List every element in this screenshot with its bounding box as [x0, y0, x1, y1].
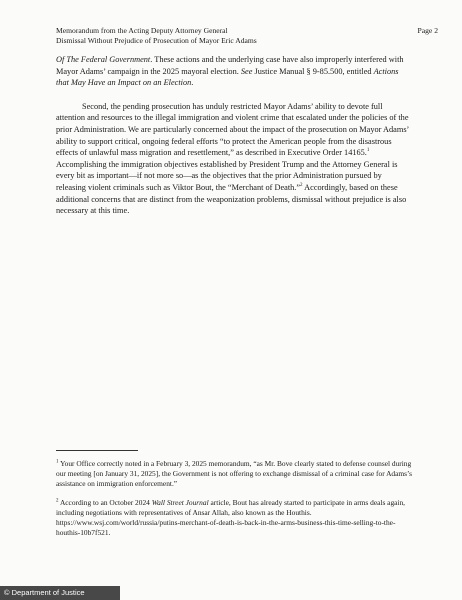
footnote-ref-1: 1 [366, 148, 370, 154]
para2-text-1: Second, the pending prosecution has unduly restricted Mayor Adams’ ability to devote full attention and resources to the illegal immigration and violent crime that escalated under the policies of the prior Administration. We are particularly concerned about the impact of the prosecution on Mayor Adams’ ability to support critical, ongoing federal efforts “to protect the American people from the disastrous effects of unlawful mass migration and resettlement,” as described in Executive Order 14165. [56, 101, 409, 158]
paragraph-2 [56, 101, 412, 217]
image-credit: © Department of Justice [0, 586, 120, 600]
footnote-ref-2: 2 [300, 183, 303, 189]
footnote-2-text-1: According to an October 2024 [58, 498, 152, 507]
para1-text-1: . These actions and the underlying case have also improperly interfered with Mayor Adams’ campaign in the 2025 mayoral election. [56, 55, 404, 76]
para1-text-3: . [191, 78, 194, 88]
footnote-2-text-2: article, Bout has already started to participate in arms deals again, including negotiations with representatives of Ansar Allah, also known as the Houthis. https://www.wsj.com/world/russia/putins-merchant-of-death-is-back-in-the-arms-business-this-time-selling-to-the-houthis-10b7f521. [56, 498, 406, 537]
footnote-1-number: 1 [56, 459, 59, 465]
page-number: Page 2 [417, 26, 438, 35]
header-line-1: Memorandum from the Acting Deputy Attorney General [56, 26, 228, 35]
memo-header [56, 26, 257, 46]
footnote-1-text: Your Office correctly noted in a February 3, 2025 memorandum, “as Mr. Bove clearly stated to defense counsel during our meeting [on January 31, 2025], the Government is not offering to exchange dismissal of a criminal case for Adams’s assistance on immigration enforcement.” [56, 459, 412, 488]
para1-italic-2: See [240, 66, 253, 76]
paragraph-1 [56, 54, 412, 89]
footnote-2-italic: Wall Street Journal [151, 498, 209, 507]
para2-text-3: Accordingly, based on these additional concerns that are distinct from the weaponization problems, dismissal without prejudice is also necessary at this time. [56, 182, 407, 216]
footnote-1 [56, 459, 418, 489]
footnote-2-number: 2 [56, 498, 59, 504]
para1-italic-1: Of The Federal Government [56, 55, 151, 64]
memo-body [56, 54, 412, 229]
para1-italic-3: Actions that May Have an Impact on an Election [56, 66, 399, 88]
footnote-2 [56, 498, 418, 538]
footnote-divider [56, 450, 138, 451]
para1-text-2: Justice Manual § 9-85.500, entitled [252, 66, 374, 76]
header-line-2: Dismissal Without Prejudice of Prosecution of Mayor Eric Adams [56, 36, 257, 45]
para2-text-2: Accomplishing the immigration objectives established by President Trump and the Attorney General is every bit as important—if not more so—as the objectives that the prior Administration pursued by releasing violent criminals such as Viktor Bout, the “Merchant of Death.” [56, 159, 398, 192]
